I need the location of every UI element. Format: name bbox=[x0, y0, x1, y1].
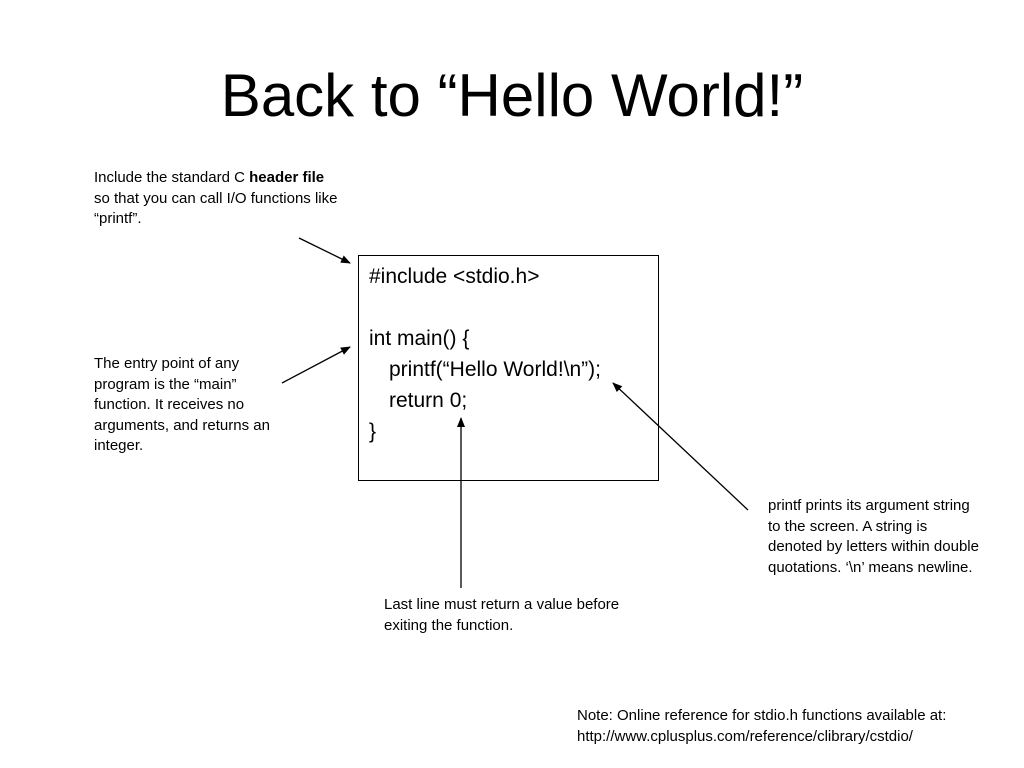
return-annotation: Last line must return a value before exiting the function. bbox=[384, 596, 620, 634]
printf-annotation: printf prints its argument string to the screen. A string is denoted by letters within double quotations. ‘\n’ means newline. bbox=[768, 497, 979, 576]
code-box bbox=[358, 255, 659, 481]
arrow-include bbox=[299, 238, 350, 263]
code-line-include: #include <stdio.h> bbox=[369, 265, 540, 288]
code-line-close-brace: } bbox=[369, 420, 377, 443]
code-line-return: return 0; bbox=[389, 389, 468, 412]
entry-point-annotation: The entry point of any program is the “main” function. It receives no arguments, and returns an integer. bbox=[94, 355, 270, 454]
include-annotation-bold-text: header file bbox=[249, 169, 325, 186]
reference-note-line-1: Note: Online reference for stdio.h functions available at: bbox=[577, 707, 947, 724]
reference-note bbox=[577, 706, 1017, 747]
arrow-entry-point bbox=[282, 347, 350, 383]
include-annotation-text-before: Include the standard C bbox=[94, 169, 250, 186]
code-line-printf: printf(“Hello World!\n”); bbox=[389, 358, 601, 381]
include-annotation bbox=[94, 168, 339, 230]
slide-title: Back to “Hello World!” bbox=[220, 62, 804, 129]
code-line-main: int main() { bbox=[369, 327, 470, 350]
reference-url: http://www.cplusplus.com/reference/clibrary/cstdio/ bbox=[577, 727, 913, 745]
include-annotation-text-after: so that you can call I/O functions like “printf”. bbox=[94, 189, 338, 227]
